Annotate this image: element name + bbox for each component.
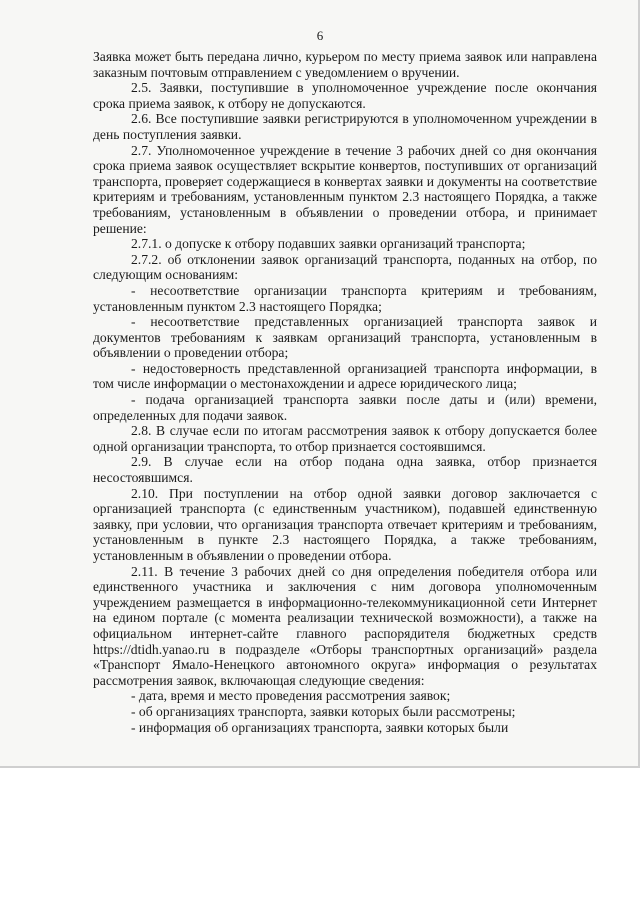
paragraph-2-5: 2.5. Заявки, поступившие в уполномоченное учреждение после окончания срока приема заявок, к отбору не допускаются. xyxy=(93,80,597,111)
paragraph-continuation: Заявка может быть передана лично, курьером по месту приема заявок или направлена заказным почтовым отправлением с уведомлением о вручении. xyxy=(93,49,597,80)
paragraph-2-7: 2.7. Уполномоченное учреждение в течение 3 рабочих дней со дня окончания срока приема заявок осуществляет вскрытие конвертов, поступивших от организаций транспорта, проверяет содержащиеся в конвертах заявки и документы на соответствие критериям и требованиям, установленным пунктом 2.3 настоящего Порядка, а также требованиям, установленным в объявлении о проведении отбора, и принимает решение: xyxy=(93,142,597,236)
list-item: - недостоверность представленной организацией транспорта информации, в том числе информации о местонахождении и адресе юридического лица; xyxy=(93,360,597,392)
paragraph-2-8: 2.8. В случае если по итогам рассмотрения заявок к отбору допускается более одной организации транспорта, то отбор признается состоявшимся. xyxy=(93,423,597,454)
paragraph-2-7-2: 2.7.2. об отклонении заявок организаций транспорта, поданных на отбор, по следующим основаниям: xyxy=(93,251,597,283)
list-item: - об организациях транспорта, заявки которых были рассмотрены; xyxy=(131,703,516,719)
document-body xyxy=(93,49,597,735)
list-item: - информация об организациях транспорта, заявки которых были xyxy=(131,719,509,735)
page-number: 6 xyxy=(316,28,324,43)
list-item: - несоответствие организации транспорта критериям и требованиям, установленным пунктом 2.3 настоящего Порядка; xyxy=(93,282,597,314)
blank-margin xyxy=(0,768,640,905)
list-item: - несоответствие представленных организацией транспорта заявок и документов требованиям к заявкам организаций транспорта, установленным в объявлении о проведении отбора; xyxy=(93,314,597,361)
paragraph-2-9: 2.9. В случае если на отбор подана одна заявка, отбор признается несостоявшимся. xyxy=(93,454,597,486)
list-item: - подача организацией транспорта заявки после даты и (или) времени, определенных для подачи заявок. xyxy=(93,392,597,423)
paragraph-2-11: 2.11. В течение 3 рабочих дней со дня определения победителя отбора или единственного участника и заключения с ним договора уполномоченным учреждением размещается в информационно-телекоммуникационной сети Интернет на едином портале (с момента реализации технической возможности), а также на официальном интернет-сайте главного распорядителя бюджетных средств https://dtidh.yanao.ru в подразделе «Отборы транспортных организаций» раздела «Транспорт Ямало-Ненецкого автономного округа» информация о результатах рассмотрения заявок, включающая следующие сведения: xyxy=(93,563,597,688)
paragraph-2-7-1: 2.7.1. о допуске к отбору подавших заявки организаций транспорта; xyxy=(131,236,526,252)
list-item: - дата, время и место проведения рассмотрения заявок; xyxy=(131,688,451,704)
paragraph-2-6: 2.6. Все поступившие заявки регистрируются в уполномоченном учреждении в день поступления заявки. xyxy=(93,111,597,142)
paragraph-2-10: 2.10. При поступлении на отбор одной заявки договор заключается с организацией транспорта (с единственным участником), подавшей единственную заявку, при условии, что организация транспорта отвечает критериям и требованиям, установленным в пункте 2.3 настоящего Порядка, а также требованиям, установленным в объявлении о проведении отбора. xyxy=(93,485,597,563)
